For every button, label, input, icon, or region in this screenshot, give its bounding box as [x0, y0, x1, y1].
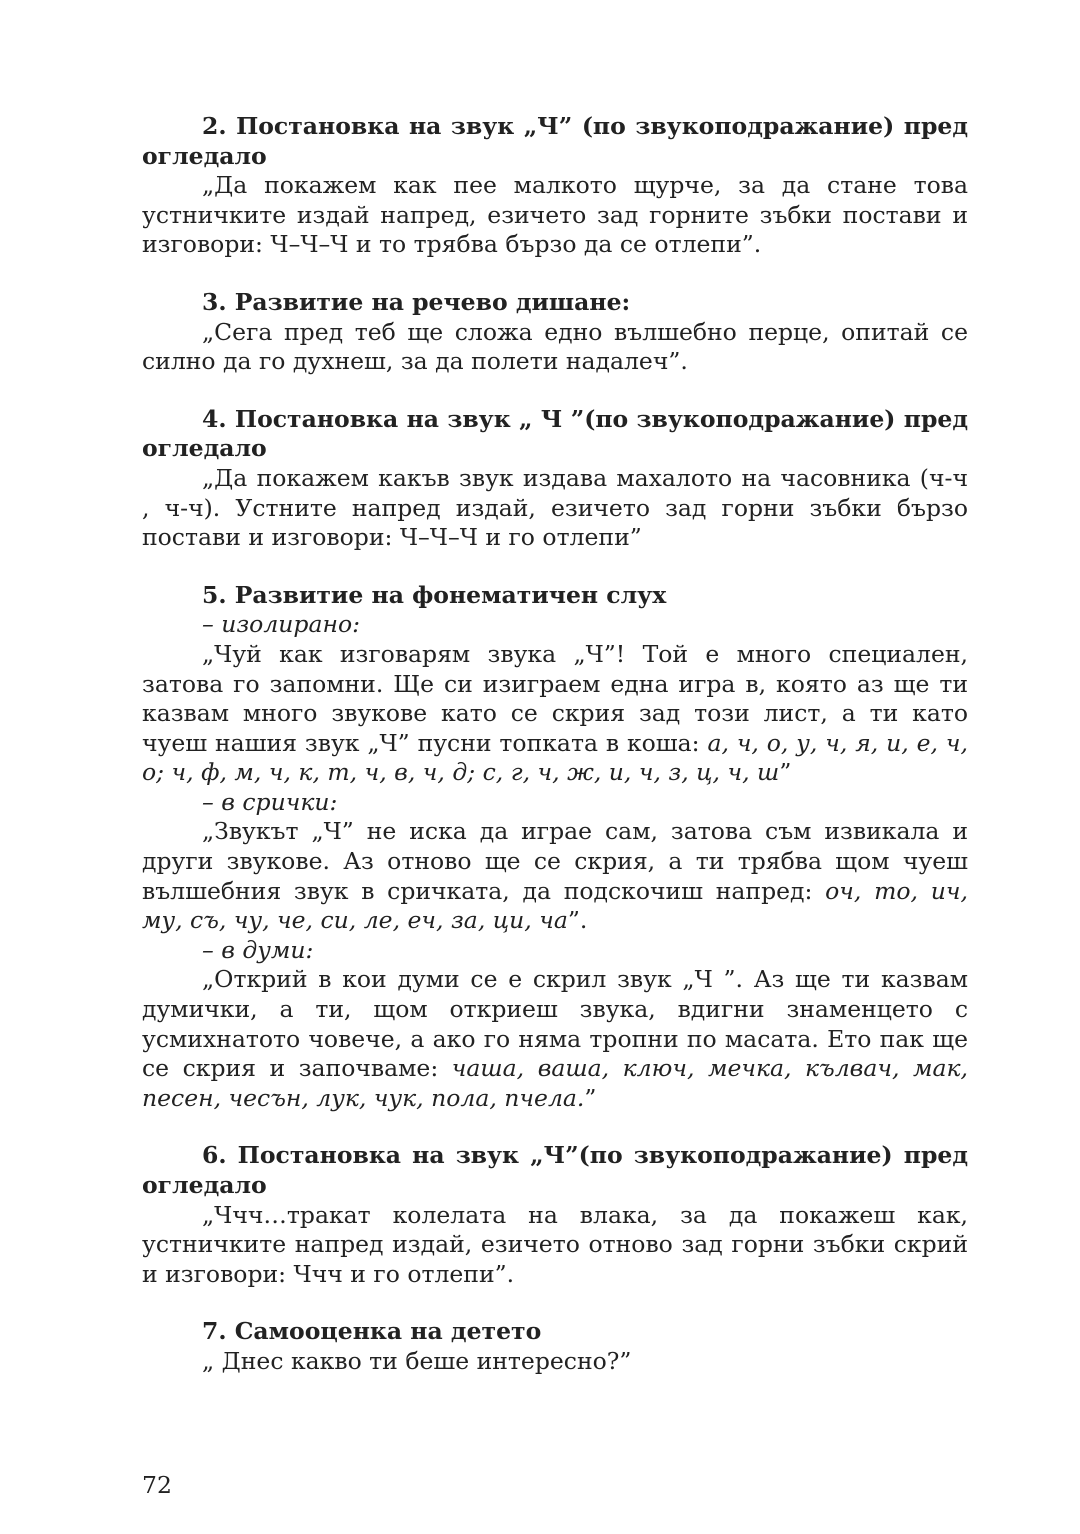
section-5-paragraph-isolated	[142, 640, 968, 788]
section-2-heading: 2. Постановка на звук „Ч” (по звукоподражание) пред огледало	[142, 112, 968, 170]
section-5-sub-isolated: – изолирано:	[202, 610, 361, 639]
section-5	[142, 581, 968, 1114]
section-2	[142, 112, 968, 260]
page-number: 72	[142, 1471, 172, 1499]
example-syllables: оч, то, ич, му, съ, чу, че, си, ле, еч, за, ци, ча	[142, 876, 968, 935]
section-3	[142, 288, 968, 377]
closing-quote: ”.	[567, 906, 588, 935]
section-3-heading: 3. Развитие на речево дишане:	[202, 287, 631, 316]
section-4	[142, 405, 968, 553]
section-6-heading: 6. Постановка на звук „Ч”(по звукоподражание) пред огледало	[142, 1141, 968, 1199]
section-7	[142, 1317, 968, 1376]
section-5-sub-words: – в думи:	[202, 935, 314, 964]
section-7-text: „ Днес какво ти беше интересно?”	[202, 1346, 632, 1375]
section-4-text: „Да покажем какъв звук издава махалото на часовника (ч-ч , ч-ч). Устните напред издай, езичето зад горни зъбки бързо постави и изговори: Ч–Ч–Ч и го отлепи”	[142, 463, 968, 552]
closing-quote: ”	[779, 758, 792, 787]
section-6-text: „Ччч…тракат колелата на влака, за да покажеш как, устничките напред издай, езичето отново зад горни зъбки скрий и изговори: Ччч и го отлепи”.	[142, 1200, 968, 1288]
section-5-heading: 5. Развитие на фонематичен слух	[202, 580, 667, 609]
section-2-text: „Да покажем как пее малкото щурче, за да стане това устничките издай напред, езичето зад горните зъбки постави и изговори: Ч–Ч–Ч и то трябва бързо да се отлепи”.	[142, 171, 968, 259]
section-7-heading: 7. Самооценка на детето	[202, 1317, 542, 1346]
section-5-paragraph-words	[142, 965, 968, 1113]
section-5-sub-syllables: – в срички:	[202, 787, 338, 816]
closing-quote: ”	[584, 1083, 597, 1112]
paragraph-text: „Открий в кои думи се е скрил звук „Ч ”. Аз ще ти казвам думички, а ти, щом откриеш звука, вдигни знаменцето с усмихнатото човече, а ако го няма тропни по масата. Ето пак ще се скрия и започваме:	[142, 965, 968, 1083]
section-3-text: „Сега пред теб ще сложа едно вълшебно перце, опитай се силно да го духнеш, за да полети надалеч”.	[142, 317, 968, 376]
paragraph-text: „Звукът „Ч” не иска да играе сам, затова съм извикала и други звукове. Аз отново ще се скрия, а ти трябва щом чуеш вълшебния звук в сричката, да подскочиш напред:	[142, 817, 968, 905]
paragraph-text: „Чуй как изговарям звука „Ч”! Той е много специален, затова го запомни. Ще си изиграем една игра в, която аз ще ти казвам много звукове като се скрия зад този лист, а ти като чуеш нашия звук „Ч” пусни топката в коша:	[142, 639, 968, 757]
document-page	[142, 112, 968, 1405]
example-words: чаша, ваша, ключ, мечка, кълвач, мак, песен, чесън, лук, чук, пола, пчела.	[142, 1054, 968, 1112]
section-5-paragraph-syllables	[142, 817, 968, 935]
example-letters: а, ч, о, у, ч, я, и, е, ч, о; ч, ф, м, ч, к, т, ч, в, ч, д; с, г, ч, ж, и, ч, з, ц, ч, ш	[142, 728, 968, 787]
section-4-heading: 4. Постановка на звук „ Ч ”(по звукоподражание) пред огледало	[142, 404, 968, 463]
section-6	[142, 1141, 968, 1289]
